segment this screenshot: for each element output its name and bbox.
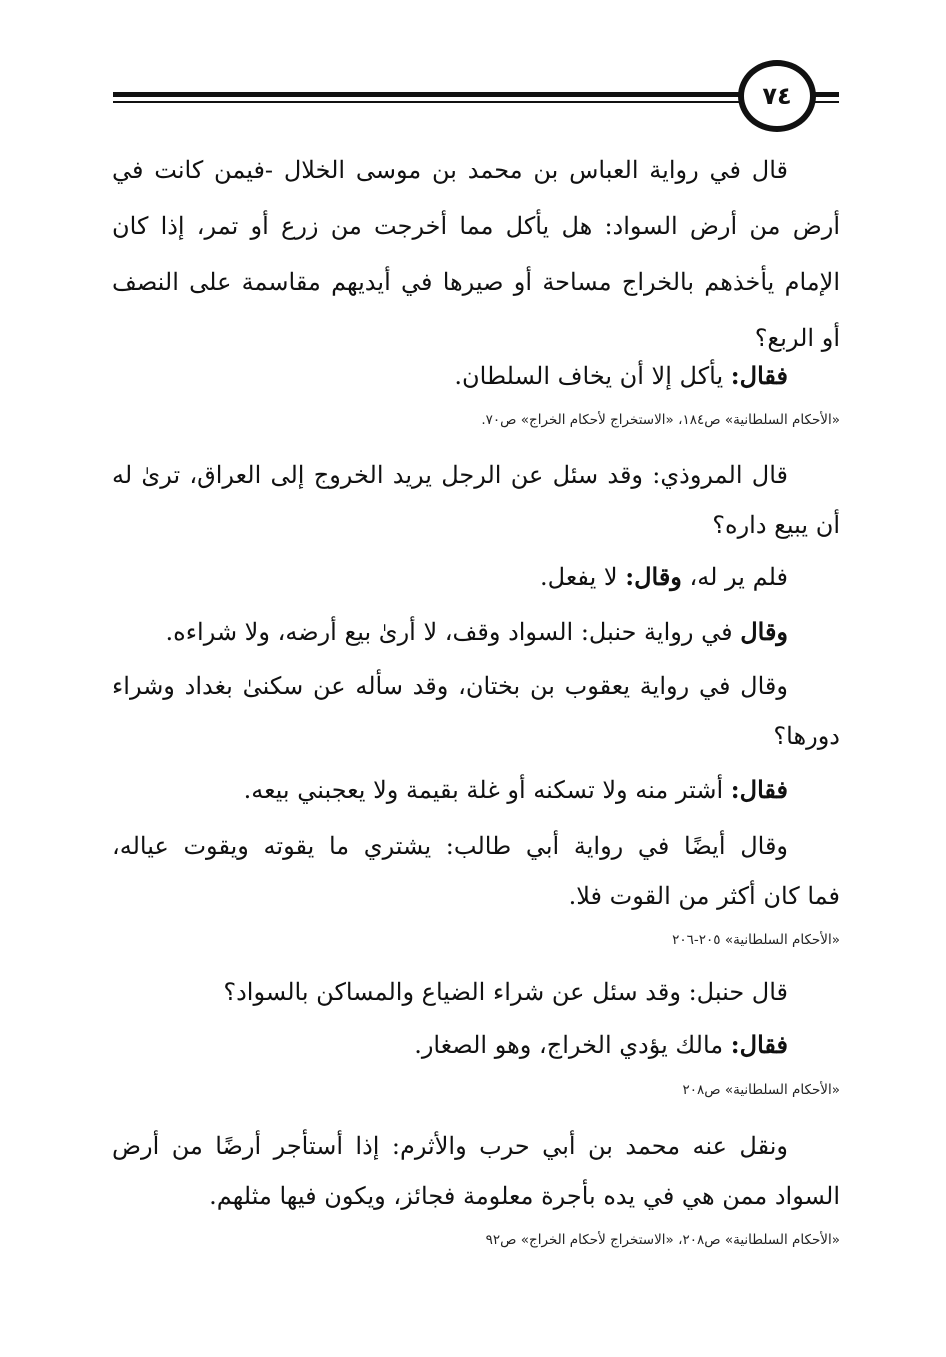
page-body bbox=[112, 0, 840, 1357]
text-line: أرض من أرض السواد: هل يأكل مما أخرجت من زرع أو تمر، إذا كان bbox=[112, 212, 840, 240]
answer-label: فقال: bbox=[730, 361, 788, 390]
text-line: السواد ممن هي في يده بأجرة معلومة فجائز، ويكون فيها مثلهم. bbox=[209, 1182, 840, 1210]
text-line: الإمام يأخذهم بالخراج مساحة أو صيرها في أيديهم مقاسمة على النصف bbox=[112, 268, 840, 296]
text-line: قال في رواية العباس بن محمد بن موسى الخلال -فيمن كانت في bbox=[112, 156, 788, 184]
answer-line bbox=[244, 770, 788, 810]
page-number: ٧٤ bbox=[762, 82, 792, 110]
reference-note: «الأحكام السلطانية» ٢٠٥-٢٠٦ bbox=[672, 932, 840, 948]
answer-line bbox=[414, 1025, 788, 1065]
text-line bbox=[166, 612, 788, 652]
answer-text: أشتر منه ولا تسكنه أو غلة بقيمة ولا يعجبني بيعه. bbox=[243, 776, 731, 804]
answer-label: فقال: bbox=[730, 775, 788, 804]
answer-text: لا يفعل. bbox=[540, 563, 626, 591]
reference-note: «الأحكام السلطانية» ص٢٠٨، «الاستخراج لأحكام الخراج» ص٩٢ bbox=[485, 1232, 840, 1248]
text-line: ونقل عنه محمد بن أبي حرب والأثرم: إذا أستأجر أرضًا من أرض bbox=[112, 1132, 788, 1160]
answer-label: فقال: bbox=[730, 1030, 788, 1059]
text-line: وقال في رواية يعقوب بن بختان، وقد سأله عن سكنىٰ بغداد وشراء bbox=[112, 672, 788, 700]
paragraph-label: وقال bbox=[740, 617, 788, 646]
answer-line bbox=[454, 356, 788, 396]
answer-label: وقال: bbox=[625, 562, 682, 591]
text-line: أو الربع؟ bbox=[754, 324, 840, 352]
text-line: أن يبيع داره؟ bbox=[712, 511, 840, 539]
answer-pre: فلم ير له، bbox=[681, 563, 788, 591]
text-line: قال حنبل: وقد سئل عن شراء الضياع والمساكن بالسواد؟ bbox=[223, 978, 788, 1006]
text-line: قال المروذي: وقد سئل عن الرجل يريد الخروج إلى العراق، ترىٰ له bbox=[112, 461, 788, 489]
answer-line bbox=[540, 557, 788, 597]
text-line: وقال أيضًا في رواية أبي طالب: يشتري ما يقوته ويقوت عياله، bbox=[112, 832, 788, 860]
answer-text: يأكل إلا أن يخاف السلطان. bbox=[454, 362, 731, 390]
answer-text: مالك يؤدي الخراج، وهو الصغار. bbox=[414, 1031, 731, 1059]
reference-note: «الأحكام السلطانية» ص١٨٤، «الاستخراج لأحكام الخراج» ص٧٠. bbox=[481, 412, 840, 428]
reference-note: «الأحكام السلطانية» ص٢٠٨ bbox=[682, 1082, 840, 1098]
text-line: دورها؟ bbox=[773, 722, 840, 750]
paragraph-text: في رواية حنبل: السواد وقف، لا أرىٰ بيع أرضه، ولا شراءه. bbox=[165, 618, 741, 646]
text-line: فما كان أكثر من القوت فلا. bbox=[568, 882, 840, 910]
